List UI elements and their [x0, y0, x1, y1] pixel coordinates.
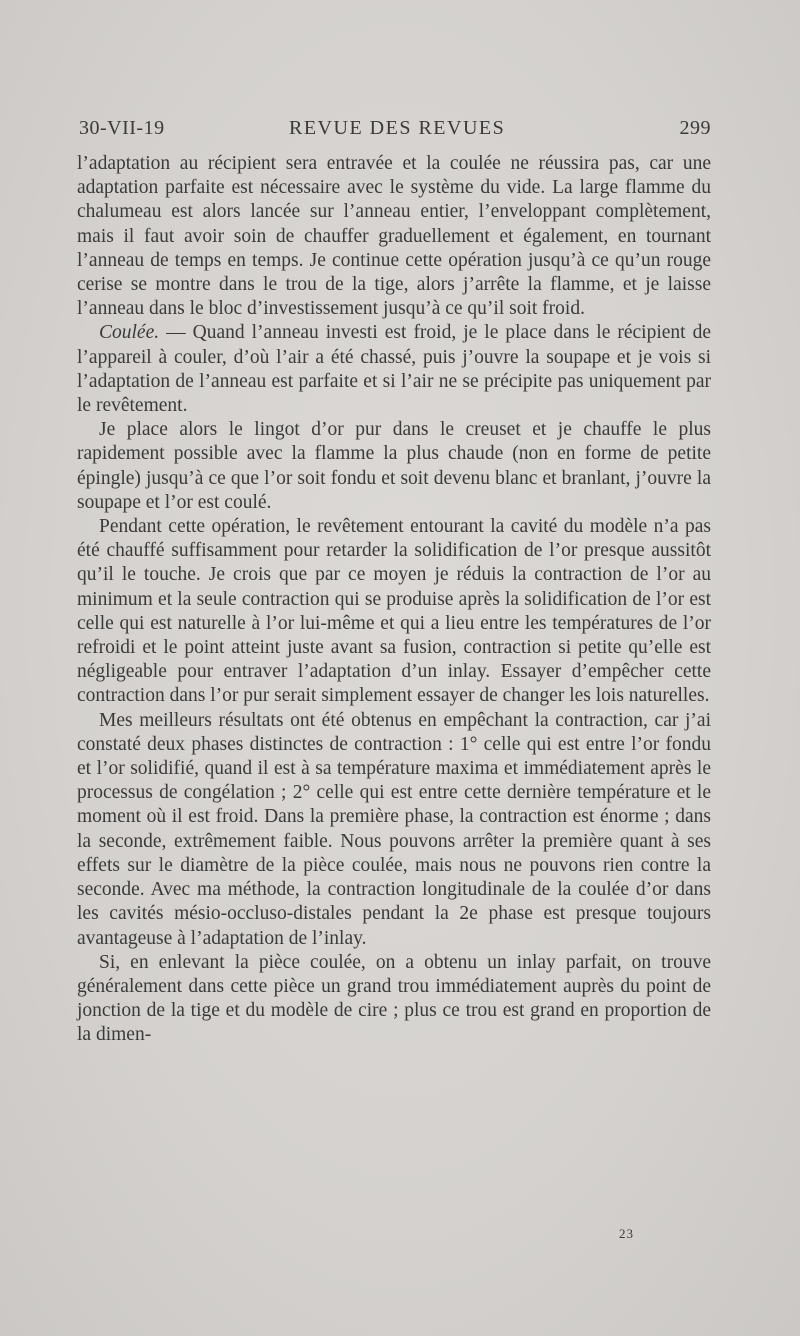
paragraph-3-text: Je place alors le lingot d’or pur dans le creuset et je chauffe le plus rapidement possible avec la flamme la plus chaude (non en forme de petite épingle) jusqu’à ce que l’or soit fondu et soit devenu blanc et branlant, j’ouvre la soupape et l’or est coulé. [77, 419, 711, 513]
body-text [77, 152, 711, 1048]
paragraph-3 [77, 418, 711, 515]
paragraph-2 [77, 321, 711, 418]
paragraph-1-text: l’adaptation au récipient sera entravée et la coulée ne réussira pas, car une adaptation parfaite est nécessaire avec le système du vide. La large flamme du chalumeau est alors lancée sur l’anneau entier, l’enveloppant complètement, mais il faut avoir soin de chauffer graduellement et également, en tournant l’anneau de temps en temps. Je continue cette opération jusqu’à ce qu’un rouge cerise se montre dans le trou de la tige, alors j’arrête la flamme, et je laisse l’anneau dans le bloc d’investissement jusqu’à ce qu’il soit froid. [77, 153, 711, 320]
paragraph-4 [77, 515, 711, 709]
paragraph-1 [77, 152, 711, 321]
header-running-title: REVUE DES REVUES [289, 117, 506, 139]
section-heading-coulee: Coulée. [99, 322, 160, 344]
paragraph-5-text: Mes meilleurs résultats ont été obtenus en empêchant la contraction, car j’ai constaté deux phases distinctes de contraction : 1° celle qui est entre l’or fondu et l’or solidifié, quand il est à sa température maxima et immédiatement après le processus de congélation ; 2° celle qui est entre cette dernière température et le moment où il est froid. Dans la première phase, la contraction est énorme ; dans la seconde, extrêmement faible. Nous pouvons arrêter la première quant à ses effets sur le diamètre de la pièce coulée, mais nous ne pouvons rien contre la seconde. Avec ma méthode, la contraction longitudinale de la coulée d’or dans les cavités mésio-occluso-distales pendant la 2e phase est presque toujours avantageuse à l’adaptation de l’inlay. [77, 709, 711, 949]
paragraph-4-text: Pendant cette opération, le revêtement entourant la cavité du modèle n’a pas été chauffé suffisamment pour retarder la solidification de l’or presque aussitôt qu’il le touche. Je crois que par ce moyen je réduis la contraction de l’or au minimum et la seule contraction qui se produise après la solidification de l’or est celle qui est naturelle à l’or lui-même et qui a lieu entre les températures de l’or refroidi et le point atteint juste avant sa fusion, contraction si petite qu’elle est négligeable pour entraver l’adaptation d’un inlay. Essayer d’empêcher cette contraction dans l’or pur serait simplement essayer de changer les lois naturelles. [77, 516, 711, 707]
running-header [79, 117, 711, 145]
paragraph-6 [77, 951, 711, 1048]
signature-mark: 23 [619, 1226, 634, 1241]
paragraph-5 [77, 709, 711, 951]
paragraph-6-text: Si, en enlevant la pièce coulée, on a obtenu un inlay parfait, on trouve généralement dans cette pièce un grand trou immédiatement auprès du point de jonction de la tige et du modèle de cire ; plus ce trou est grand en proportion de la dimen- [77, 951, 711, 1046]
header-date: 30-VII-19 [79, 117, 165, 139]
paragraph-2-text: — Quand l’anneau investi est froid, je le place dans le récipient de l’appareil à couler, d’où l’air a été chassé, puis j’ouvre la soupape et je vois si l’adaptation de l’anneau est parfaite et si l’air ne se précipite pas uniquement par le revêtement. [77, 322, 711, 417]
page-number: 299 [679, 117, 711, 139]
